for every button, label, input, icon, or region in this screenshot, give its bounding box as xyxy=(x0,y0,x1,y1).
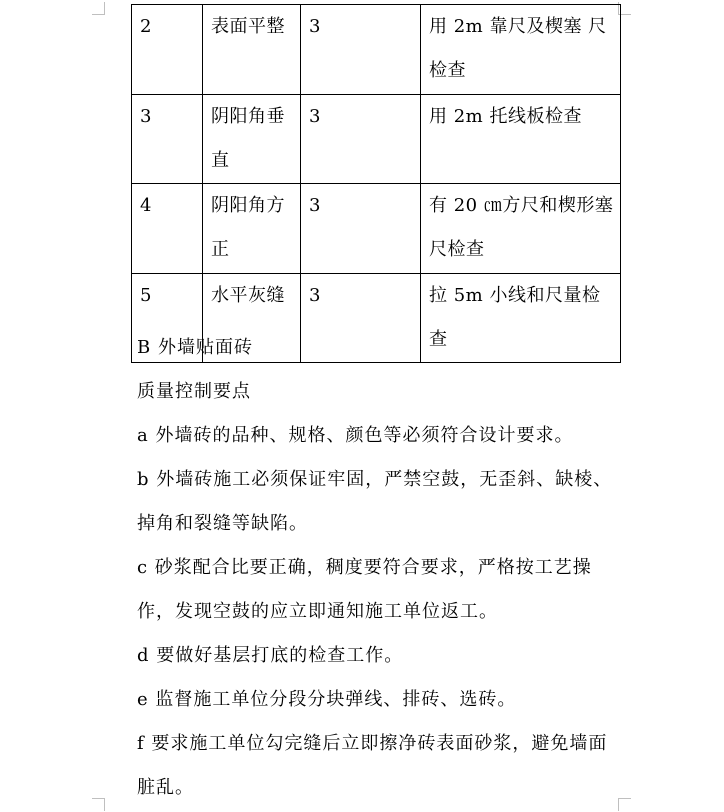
item-name-cell: 阴阳角方正 xyxy=(203,184,301,274)
item-name-cell: 表面平整 xyxy=(203,5,301,95)
item-name-cell: 水平灰缝 xyxy=(203,274,301,363)
requirement-item-f: f 要求施工单位勾完缝后立即擦净砖表面砂浆，避免墙面脏乱。 xyxy=(137,733,608,798)
row-number-cell: 5 xyxy=(132,274,203,363)
section-heading: B 外墙贴面砖 xyxy=(137,337,253,358)
row-number-cell: 2 xyxy=(132,5,203,95)
requirement-item-d: d 要做好基层打底的检查工作。 xyxy=(137,645,404,666)
section-subheading: 质量控制要点 xyxy=(137,381,251,402)
document-body xyxy=(137,326,617,810)
tolerance-value-cell: 3 xyxy=(301,5,421,95)
row-number-cell: 3 xyxy=(132,95,203,184)
row-number-cell: 4 xyxy=(132,184,203,274)
table-row xyxy=(132,5,621,95)
page-corner-mark-bottom-right xyxy=(618,798,631,811)
inspection-method-cell: 用 2m 靠尺及楔塞 尺检查 xyxy=(421,5,621,95)
page-corner-mark-top-left xyxy=(92,2,105,15)
page-corner-mark-bottom-left xyxy=(92,798,105,811)
requirement-item-e: e 监督施工单位分段分块弹线、排砖、选砖。 xyxy=(137,689,517,710)
item-name-cell: 阴阳角垂直 xyxy=(203,95,301,184)
table-row xyxy=(132,184,621,274)
tolerance-value-cell: 3 xyxy=(301,274,421,363)
inspection-method-cell: 拉 5m 小线和尺量检查 xyxy=(421,274,621,363)
requirement-item-b: b 外墙砖施工必须保证牢固，严禁空鼓，无歪斜、缺棱、掉角和裂缝等缺陷。 xyxy=(137,469,613,534)
requirement-item-a: a 外墙砖的品种、规格、颜色等必须符合设计要求。 xyxy=(137,425,574,446)
tolerance-table xyxy=(131,4,621,363)
inspection-method-cell: 用 2m 托线板检查 xyxy=(421,95,621,184)
table-row xyxy=(132,95,621,184)
requirement-item-c: c 砂浆配合比要正确，稠度要符合要求，严格按工艺操作，发现空鼓的应立即通知施工单位返工。 xyxy=(137,557,592,622)
inspection-method-cell: 有 20 ㎝方尺和楔形塞尺检查 xyxy=(421,184,621,274)
tolerance-value-cell: 3 xyxy=(301,184,421,274)
tolerance-value-cell: 3 xyxy=(301,95,421,184)
